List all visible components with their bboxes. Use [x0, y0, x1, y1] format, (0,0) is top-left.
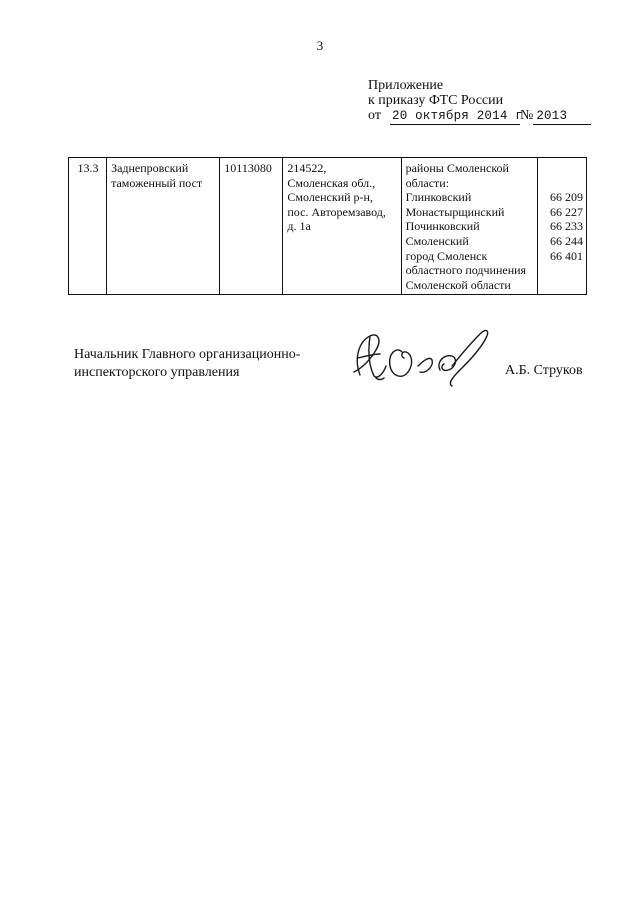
post-code: 10113080: [224, 161, 272, 175]
appendix-order-reference: к приказу ФТС России: [368, 93, 504, 108]
districts-header-line: районы Смоленской: [405, 161, 509, 175]
okato-spacer: [542, 161, 583, 176]
signature-position: [74, 346, 300, 382]
district-name: Починковский: [405, 219, 480, 234]
districts-footer-line: Смоленской области: [405, 277, 511, 292]
appendix-header: [368, 78, 591, 125]
signer-name: А.Б. Струков: [505, 363, 583, 378]
okato-code: 66 227: [550, 204, 583, 219]
order-prefix: от: [368, 108, 381, 123]
districts-cell: [401, 158, 537, 295]
number-sign: №: [520, 108, 534, 123]
districts-header-line: области:: [405, 175, 450, 190]
okato-code: 66 401: [550, 248, 583, 263]
position-line: Начальник Главного организационно-: [74, 347, 301, 362]
okato-cell: [537, 158, 586, 295]
post-code-cell: [220, 158, 283, 295]
row-number-cell: [69, 158, 107, 295]
page-number: 3: [316, 38, 324, 53]
district-name: Монастырщинский: [405, 204, 505, 219]
district-name: Смоленский: [405, 233, 469, 248]
district-name: город Смоленск: [405, 248, 488, 263]
address-line: Смоленский р-н,: [287, 190, 373, 205]
okato-spacer: [542, 176, 583, 191]
post-name-line: таможенный пост: [111, 175, 203, 190]
district-name: Глинковский: [405, 190, 472, 205]
address-cell: [283, 158, 401, 295]
row-number: 13.3: [77, 161, 99, 175]
position-line: инспекторского управления: [74, 365, 240, 380]
order-number: 2013: [533, 109, 591, 125]
post-name-cell: [107, 158, 220, 295]
okato-code: 66 244: [550, 233, 583, 248]
address-line: 214522,: [287, 161, 327, 175]
districts-footer-line: областного подчинения: [405, 263, 527, 278]
address-line: д. 1а: [287, 219, 311, 234]
table-row: [69, 158, 587, 295]
order-date: 20 октября 2014 г: [392, 109, 523, 123]
address-line: Смоленская обл.,: [287, 175, 376, 190]
address-line: пос. Авторемзавод,: [287, 204, 386, 219]
appendix-title: Приложение: [368, 78, 444, 93]
post-name-line: Заднепровский: [111, 161, 189, 175]
order-date-line: [368, 108, 591, 125]
okato-code: 66 233: [550, 219, 583, 234]
customs-post-table: [68, 157, 587, 295]
okato-code: 66 209: [550, 190, 583, 205]
handwritten-signature: [340, 320, 500, 395]
